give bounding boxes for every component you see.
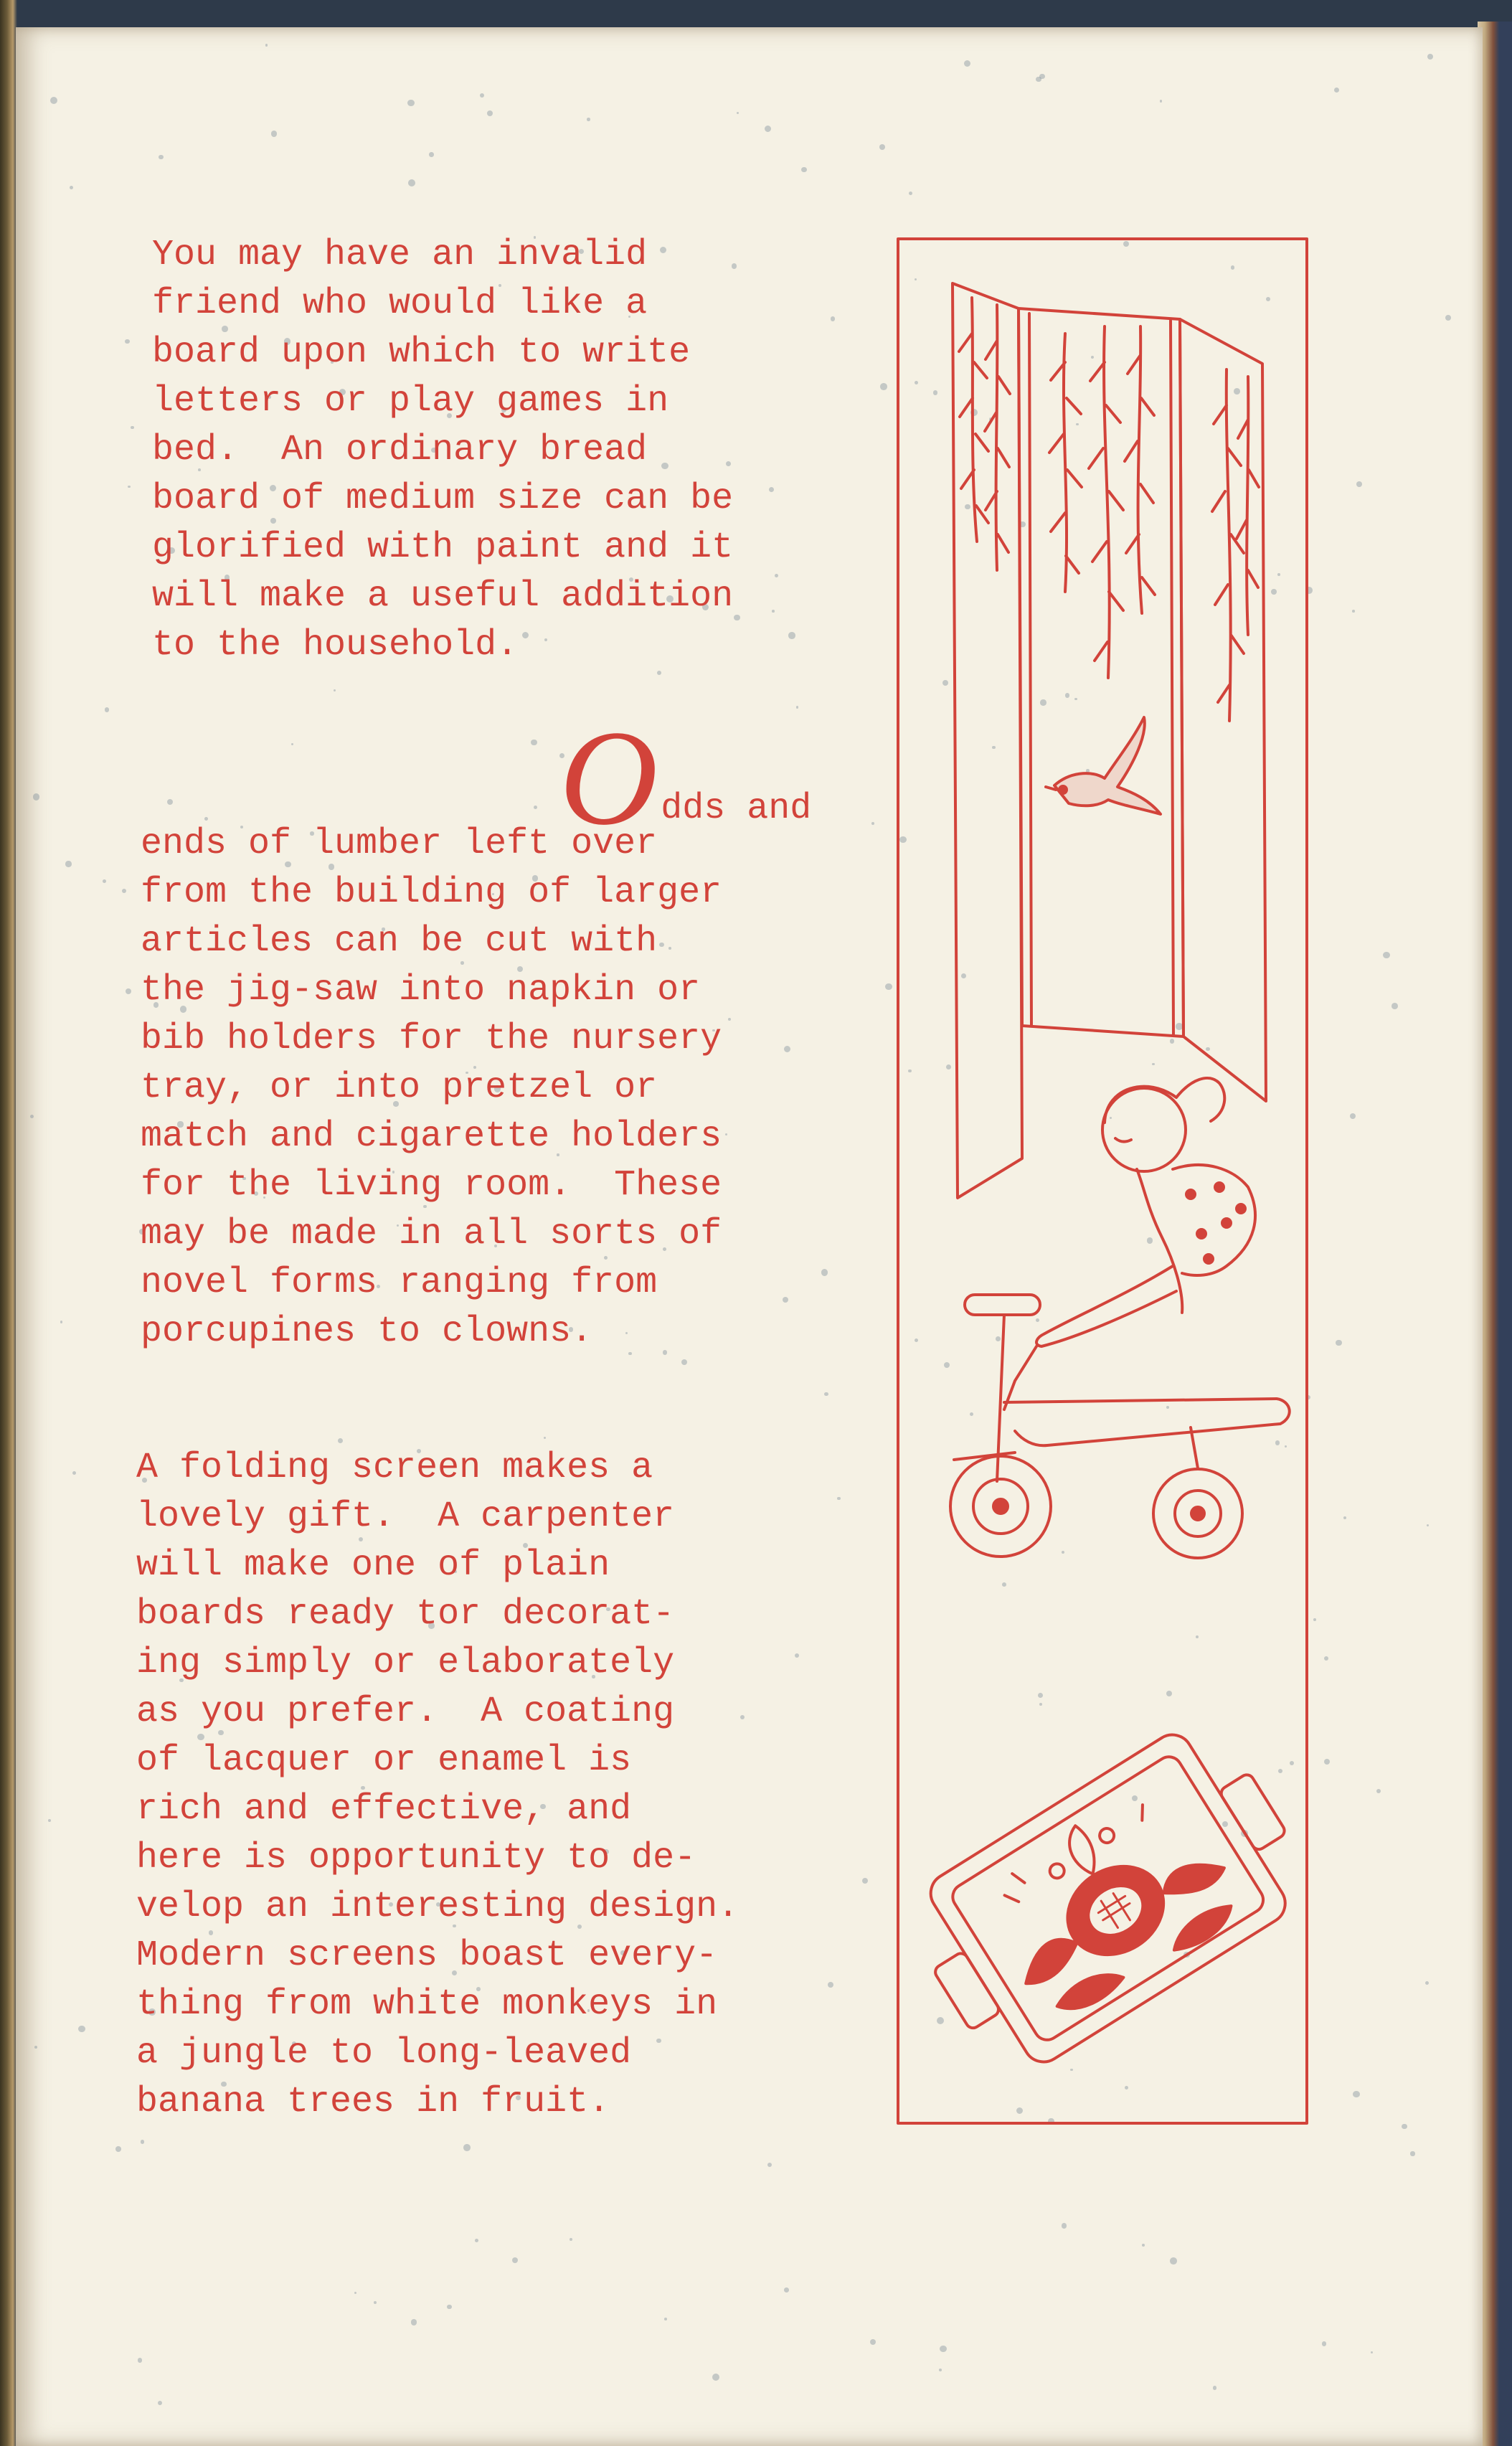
paper-speck xyxy=(338,1438,343,1443)
paper-speck xyxy=(767,2163,772,2167)
paper-speck xyxy=(374,2301,377,2305)
folding-screen-drawing xyxy=(953,283,1266,1198)
paper-speck xyxy=(1036,77,1041,82)
girl-icon xyxy=(1004,1078,1255,1409)
paper-speck xyxy=(531,740,537,745)
paper-speck xyxy=(72,1471,76,1475)
paper-speck xyxy=(408,179,415,186)
text-line: tray, or into pretzel or xyxy=(141,1067,658,1108)
text-line: here is opportunity to de- xyxy=(136,1838,696,1879)
paper-speck xyxy=(796,706,798,708)
paper-speck xyxy=(587,118,590,121)
paper-speck xyxy=(824,1392,828,1396)
text-line: to the household. xyxy=(152,625,519,666)
text-line: board of medium size can be xyxy=(152,478,734,519)
paper-speck xyxy=(1402,2124,1407,2130)
paper-speck xyxy=(158,2401,162,2405)
paper-speck xyxy=(115,2146,121,2152)
paper-speck xyxy=(772,610,775,613)
paper-speck xyxy=(265,44,268,47)
text-line: will make one of plain xyxy=(136,1545,610,1586)
paper-speck xyxy=(70,186,73,189)
paper-speck xyxy=(411,2319,417,2325)
text-line: from the building of larger xyxy=(141,872,722,913)
paper-speck xyxy=(681,1359,687,1365)
drop-cap-line-rest: dds and xyxy=(661,788,812,829)
paragraph-invalid-board xyxy=(152,231,733,670)
paper-speck xyxy=(1383,952,1389,958)
paper-speck xyxy=(740,1715,745,1719)
text-line: will make a useful addition xyxy=(152,576,734,617)
paper-speck xyxy=(570,2238,572,2241)
paper-speck xyxy=(1425,1981,1429,1985)
text-line: for the living room. These xyxy=(141,1165,722,1206)
paper-speck xyxy=(167,799,173,805)
paper-speck xyxy=(775,574,778,577)
paper-speck xyxy=(1445,315,1452,321)
paper-speck xyxy=(128,486,131,488)
paper-speck xyxy=(734,615,740,620)
paper-speck xyxy=(407,100,414,106)
paper-speck xyxy=(463,2144,471,2151)
paper-speck xyxy=(512,2257,518,2263)
paper-speck xyxy=(788,632,795,638)
girl-and-tricycle-drawing xyxy=(950,1078,1290,1558)
paper-speck xyxy=(1160,100,1162,102)
text-line: friend who would like a xyxy=(152,283,648,324)
paper-speck xyxy=(1324,1656,1328,1661)
paper-speck xyxy=(48,1819,51,1822)
text-line: letters or play games in xyxy=(152,381,669,422)
paper-speck xyxy=(784,2287,789,2292)
paper-speck xyxy=(34,2046,37,2049)
paper-speck xyxy=(1334,88,1339,93)
paper-speck xyxy=(126,988,131,994)
paper-speck xyxy=(78,2026,85,2033)
text-line: boards ready tor decorat- xyxy=(136,1594,675,1635)
book-cover-edge xyxy=(1478,22,1512,2446)
paper-speck xyxy=(1142,2244,1145,2247)
paper-speck xyxy=(60,1321,63,1323)
paper-speck xyxy=(1353,2091,1360,2098)
paper-speck xyxy=(940,2346,947,2353)
paper-speck xyxy=(737,112,740,115)
paper-speck xyxy=(1391,1003,1398,1009)
paper-speck xyxy=(1356,481,1362,487)
text-line: You may have an invalid xyxy=(152,235,648,275)
paper-speck xyxy=(880,383,887,390)
text-line: as you prefer. A coating xyxy=(136,1691,675,1732)
drop-cap-line xyxy=(559,703,812,854)
paper-speck xyxy=(1376,1789,1381,1793)
text-line: banana trees in fruit. xyxy=(136,2082,610,2122)
paper-speck xyxy=(964,60,970,67)
bird-icon xyxy=(1046,717,1161,814)
paper-speck xyxy=(1427,54,1433,60)
paper-speck xyxy=(103,879,106,883)
paper-speck xyxy=(879,144,885,150)
paper-speck xyxy=(725,1133,727,1135)
paper-speck xyxy=(105,707,109,712)
paper-speck xyxy=(122,889,126,893)
bread-board-drawing xyxy=(893,1709,1320,2089)
text-line: novel forms ranging from xyxy=(141,1262,658,1303)
paper-speck xyxy=(1371,2351,1373,2353)
paper-speck xyxy=(159,155,163,159)
paper-speck xyxy=(447,2305,451,2309)
paper-speck xyxy=(939,2369,942,2371)
paper-speck xyxy=(487,110,493,116)
paper-speck xyxy=(728,1018,731,1021)
paper-speck xyxy=(1170,2257,1177,2265)
text-line: rich and effective, and xyxy=(136,1789,632,1830)
text-line: lovely gift. A carpenter xyxy=(136,1496,675,1537)
text-line: ends of lumber left over xyxy=(141,823,658,864)
paper-speck xyxy=(480,93,485,98)
text-line: may be made in all sorts of xyxy=(141,1214,722,1255)
paper-speck xyxy=(138,2358,142,2362)
paper-speck xyxy=(50,97,57,104)
paper-speck xyxy=(784,1046,790,1052)
paper-speck xyxy=(65,861,71,867)
paper-speck xyxy=(544,1437,546,1439)
paper-speck xyxy=(1213,2386,1216,2389)
paper-speck xyxy=(125,339,129,344)
text-line: the jig-saw into napkin or xyxy=(141,970,701,1011)
paper-speck xyxy=(291,743,293,745)
text-line: thing from white monkeys in xyxy=(136,1984,718,2025)
paper-speck xyxy=(1336,1340,1342,1346)
text-line: board upon which to write xyxy=(152,332,691,373)
paper-speck xyxy=(837,1497,841,1501)
paper-speck xyxy=(795,1653,799,1658)
paper-speck xyxy=(354,2292,356,2294)
paper-speck xyxy=(862,1878,868,1884)
text-line: bed. An ordinary bread xyxy=(152,430,648,471)
paper-speck xyxy=(769,487,775,493)
paper-speck xyxy=(475,2239,478,2242)
paper-speck xyxy=(1322,2341,1327,2346)
text-line: bib holders for the nursery xyxy=(141,1019,722,1059)
paper-speck xyxy=(131,426,133,429)
paper-speck xyxy=(664,2318,667,2320)
paper-speck xyxy=(831,316,835,321)
paper-speck xyxy=(429,152,433,156)
text-line: of lacquer or enamel is xyxy=(136,1740,632,1781)
paper-speck xyxy=(801,167,806,172)
paper-speck xyxy=(828,1982,833,1988)
text-line: velop an interesting design. xyxy=(136,1887,740,1927)
text-line: articles can be cut with xyxy=(141,921,658,962)
text-line: porcupines to clowns. xyxy=(141,1311,593,1352)
paper-speck xyxy=(909,192,912,195)
paper-speck xyxy=(1410,2151,1414,2155)
willow-branches-icon xyxy=(959,298,1259,721)
paper-speck xyxy=(1350,1113,1356,1119)
text-line: match and cigarette holders xyxy=(141,1116,722,1157)
paper-speck xyxy=(1324,1759,1330,1765)
text-line: Modern screens boast every- xyxy=(136,1935,718,1976)
text-line: ing simply or elaborately xyxy=(136,1643,675,1684)
paper-speck xyxy=(871,822,874,825)
paper-speck xyxy=(30,1115,34,1118)
drop-cap-letter: O xyxy=(559,703,658,854)
paper-speck xyxy=(1062,2223,1067,2229)
text-line: A folding screen makes a xyxy=(136,1448,653,1488)
paper-speck xyxy=(870,2339,876,2345)
tricycle-icon xyxy=(950,1295,1290,1558)
paper-speck xyxy=(141,2140,145,2144)
paragraph-odds-and-ends xyxy=(141,820,722,1356)
paper-speck xyxy=(1352,610,1355,613)
paper-speck xyxy=(821,1269,828,1275)
paper-speck xyxy=(33,793,40,801)
paper-speck xyxy=(271,131,278,137)
paragraph-folding-screen xyxy=(136,1444,739,2127)
paper-speck xyxy=(712,2374,719,2381)
paper-speck xyxy=(765,126,772,133)
paper-speck xyxy=(534,806,537,809)
paper-speck xyxy=(1427,1524,1429,1526)
paper-speck xyxy=(334,689,336,691)
text-line: a jungle to long-leaved xyxy=(136,2033,632,2074)
paper-speck xyxy=(1343,1516,1346,1519)
illustration-panel xyxy=(889,233,1320,2134)
text-line: glorified with paint and it xyxy=(152,527,734,568)
paper-speck xyxy=(657,671,661,675)
paper-speck xyxy=(783,1297,788,1303)
